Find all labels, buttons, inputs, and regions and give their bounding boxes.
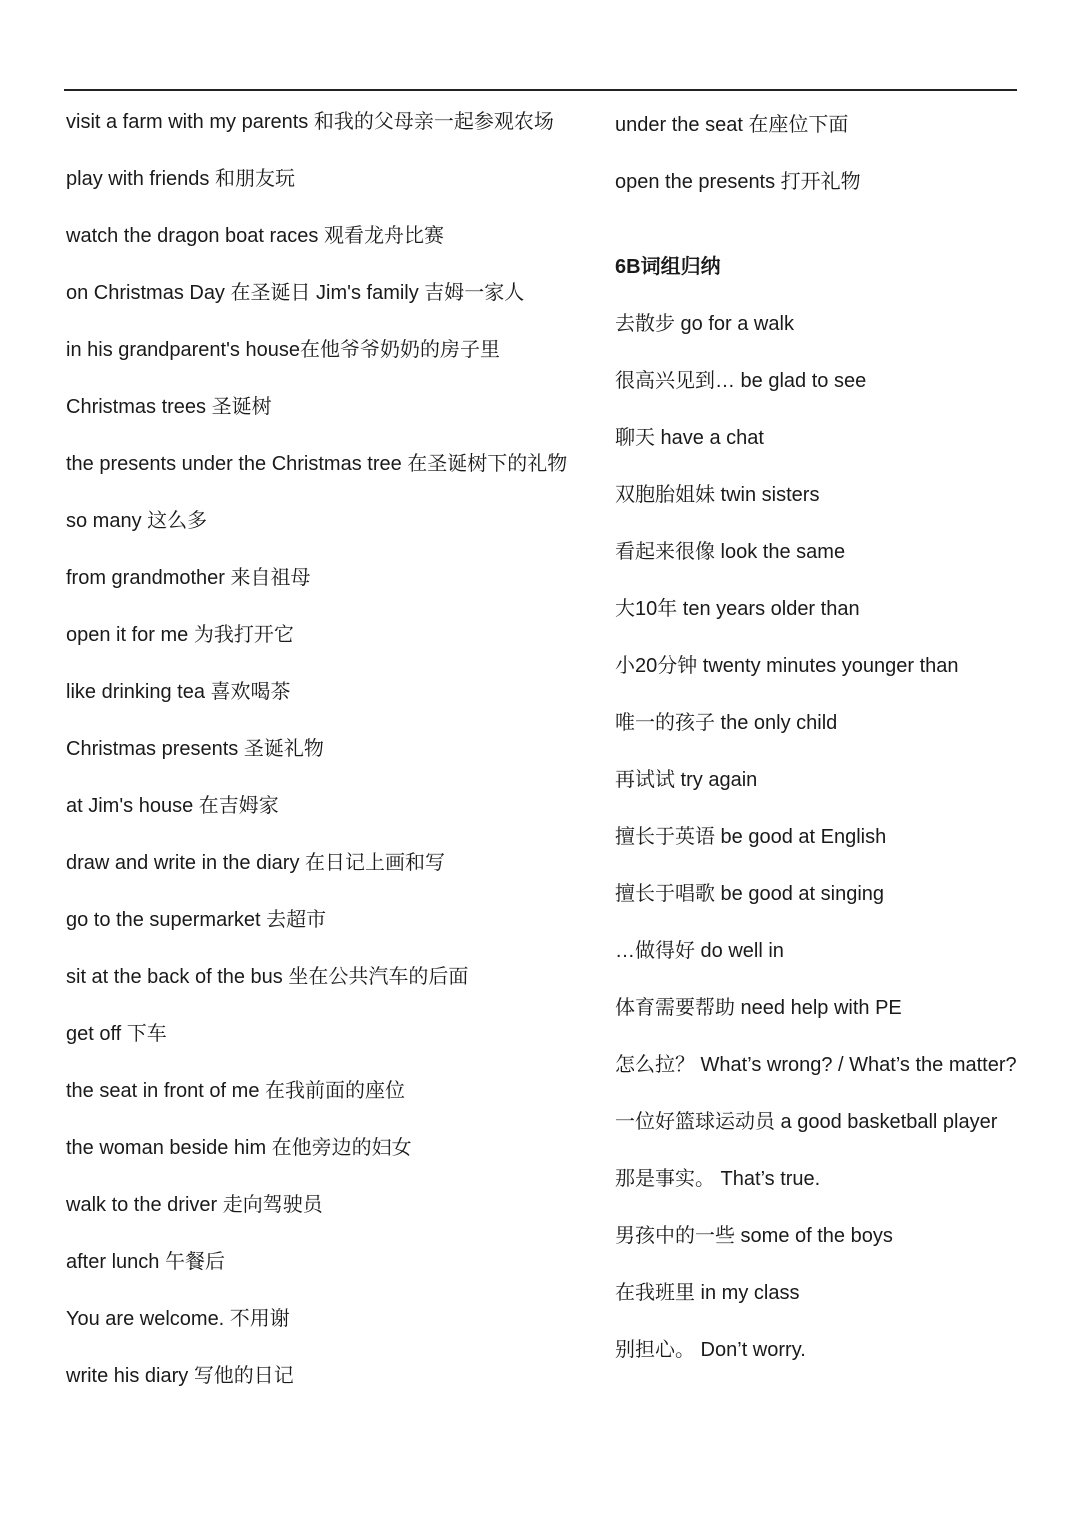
phrase-line: 看起来很像 look the same bbox=[615, 541, 846, 563]
phrase-line: like drinking tea 喜欢喝茶 bbox=[66, 681, 291, 703]
phrase-line: watch the dragon boat races 观看龙舟比赛 bbox=[66, 225, 444, 247]
phrase-line: play with friends 和朋友玩 bbox=[66, 168, 295, 190]
section-heading: 6B词组归纳 bbox=[615, 256, 721, 278]
phrase-line: the woman beside him 在他旁边的妇女 bbox=[66, 1137, 412, 1159]
phrase-line: get off 下车 bbox=[66, 1023, 167, 1045]
phrase-line: 在我班里 in my class bbox=[615, 1282, 800, 1304]
phrase-line: 怎么拉？ What’s wrong? / What’s the matter? bbox=[615, 1054, 1017, 1076]
phrase-line: 那是事实。 That’s true. bbox=[615, 1168, 821, 1190]
phrase-line: You are welcome. 不用谢 bbox=[66, 1308, 290, 1330]
top-rule bbox=[64, 89, 1017, 91]
phrase-line: open the presents 打开礼物 bbox=[615, 171, 861, 193]
phrase-line: 大10年 ten years older than bbox=[615, 598, 860, 620]
phrase-line: after lunch 午餐后 bbox=[66, 1251, 225, 1273]
phrase-line: on Christmas Day 在圣诞日 Jim's family 吉姆一家人 bbox=[66, 282, 525, 304]
phrase-line: 双胞胎姐妹 twin sisters bbox=[615, 484, 820, 506]
phrase-line: 男孩中的一些 some of the boys bbox=[615, 1225, 893, 1247]
phrase-line: 擅长于唱歌 be good at singing bbox=[615, 883, 885, 905]
phrase-line: under the seat 在座位下面 bbox=[615, 114, 849, 136]
phrase-line: so many 这么多 bbox=[66, 510, 208, 532]
phrase-line: at Jim's house 在吉姆家 bbox=[66, 795, 279, 817]
phrase-line: the presents under the Christmas tree 在圣诞树下的礼物 bbox=[66, 453, 568, 475]
phrase-line: 体育需要帮助 need help with PE bbox=[615, 997, 902, 1019]
phrase-line: go to the supermarket 去超市 bbox=[66, 909, 327, 931]
phrase-line: in his grandparent's house在他爷爷奶奶的房子里 bbox=[66, 339, 500, 361]
phrase-line: 小20分钟 twenty minutes younger than bbox=[615, 655, 959, 677]
phrase-line: walk to the driver 走向驾驶员 bbox=[66, 1194, 323, 1216]
phrase-line: 唯一的孩子 the only child bbox=[615, 712, 838, 734]
phrase-line: 一位好篮球运动员 a good basketball player bbox=[615, 1111, 998, 1133]
phrase-line: write his diary 写他的日记 bbox=[66, 1365, 294, 1387]
phrase-line: draw and write in the diary 在日记上画和写 bbox=[66, 852, 446, 874]
phrase-line: the seat in front of me 在我前面的座位 bbox=[66, 1080, 405, 1102]
phrase-line: open it for me 为我打开它 bbox=[66, 624, 294, 646]
phrase-line: 再试试 try again bbox=[615, 769, 758, 791]
phrase-line: from grandmother 来自祖母 bbox=[66, 567, 311, 589]
phrase-line: visit a farm with my parents 和我的父母亲一起参观农场 bbox=[66, 111, 554, 133]
phrase-line: 去散步 go for a walk bbox=[615, 313, 794, 335]
phrase-line: 别担心。 Don’t worry. bbox=[615, 1339, 806, 1361]
phrase-line: sit at the back of the bus 坐在公共汽车的后面 bbox=[66, 966, 469, 988]
phrase-line: Christmas presents 圣诞礼物 bbox=[66, 738, 324, 760]
phrase-line: 很高兴见到… be glad to see bbox=[615, 370, 867, 392]
phrase-line: 擅长于英语 be good at English bbox=[615, 826, 887, 848]
phrase-line: 聊天 have a chat bbox=[615, 427, 764, 449]
phrase-line: …做得好 do well in bbox=[615, 940, 784, 962]
phrase-line: Christmas trees 圣诞树 bbox=[66, 396, 272, 418]
